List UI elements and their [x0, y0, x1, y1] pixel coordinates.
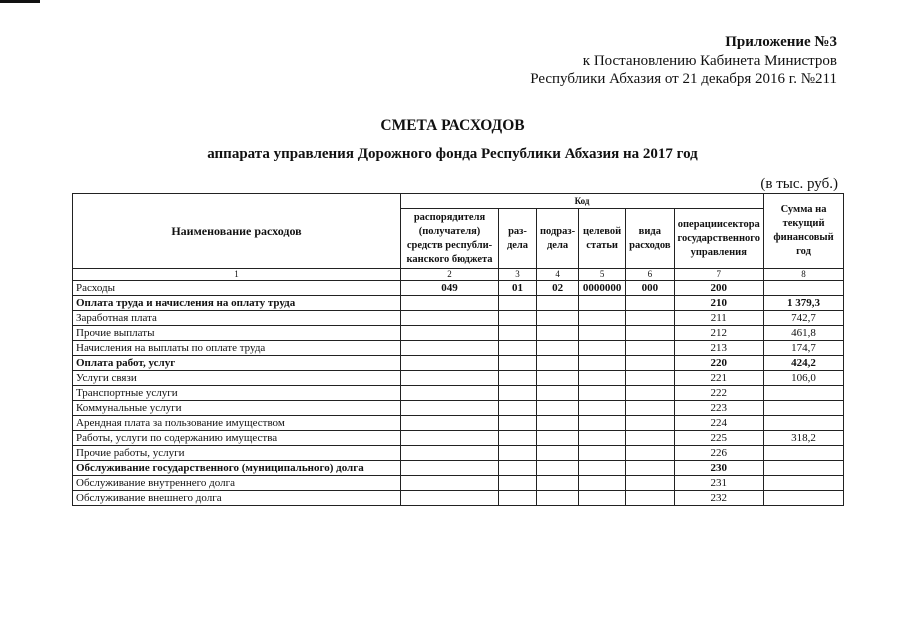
column-number: 8	[764, 269, 844, 281]
header-code-group: Код	[401, 194, 764, 209]
table-row	[73, 281, 844, 296]
budget-manager-code-cell	[401, 446, 499, 461]
section-code-cell	[499, 476, 537, 491]
header-subsection: подраз-дела	[537, 209, 579, 269]
operation-sector-code-cell: 222	[674, 386, 764, 401]
operation-sector-code-cell: 200	[674, 281, 764, 296]
operation-sector-code-cell: 220	[674, 356, 764, 371]
expense-name-cell: Арендная плата за пользование имуществом	[73, 416, 401, 431]
subsection-code-cell	[537, 296, 579, 311]
section-code-cell	[499, 461, 537, 476]
expense-type-code-cell	[626, 476, 674, 491]
expense-name-cell: Услуги связи	[73, 371, 401, 386]
expense-type-code-cell	[626, 491, 674, 506]
subsection-code-cell	[537, 326, 579, 341]
budget-manager-code-cell	[401, 356, 499, 371]
operation-sector-code-cell: 212	[674, 326, 764, 341]
target-article-code-cell	[579, 416, 626, 431]
section-code-cell	[499, 356, 537, 371]
expense-type-code-cell	[626, 356, 674, 371]
target-article-code-cell	[579, 461, 626, 476]
decree-reference-line2: Республики Абхазия от 21 декабря 2016 г. №211	[530, 71, 837, 87]
subsection-code-cell	[537, 461, 579, 476]
operation-sector-code-cell: 213	[674, 341, 764, 356]
target-article-code-cell: 0000000	[579, 281, 626, 296]
operation-sector-code-cell: 225	[674, 431, 764, 446]
expense-type-code-cell	[626, 326, 674, 341]
operation-sector-code-cell: 226	[674, 446, 764, 461]
section-code-cell	[499, 371, 537, 386]
appendix-number: Приложение №3	[725, 34, 837, 50]
sum-cell	[764, 461, 844, 476]
target-article-code-cell	[579, 311, 626, 326]
operation-sector-code-cell: 231	[674, 476, 764, 491]
expense-estimate-table	[72, 193, 844, 506]
subsection-code-cell	[537, 311, 579, 326]
scan-artifact-line	[0, 0, 40, 3]
expense-name-cell: Обслуживание внешнего долга	[73, 491, 401, 506]
section-code-cell: 01	[499, 281, 537, 296]
column-number: 5	[579, 269, 626, 281]
expense-name-cell: Работы, услуги по содержанию имущества	[73, 431, 401, 446]
target-article-code-cell	[579, 446, 626, 461]
target-article-code-cell	[579, 326, 626, 341]
section-code-cell	[499, 386, 537, 401]
sum-cell	[764, 281, 844, 296]
budget-manager-code-cell	[401, 476, 499, 491]
section-code-cell	[499, 326, 537, 341]
sum-cell: 461,8	[764, 326, 844, 341]
budget-manager-code-cell	[401, 431, 499, 446]
subsection-code-cell	[537, 386, 579, 401]
target-article-code-cell	[579, 401, 626, 416]
expense-name-cell: Обслуживание внутреннего долга	[73, 476, 401, 491]
subsection-code-cell	[537, 371, 579, 386]
sum-cell	[764, 416, 844, 431]
expense-type-code-cell: 000	[626, 281, 674, 296]
table-row	[73, 461, 844, 476]
header-sum: Сумма на текущий финансовый год	[764, 194, 844, 269]
table-row	[73, 371, 844, 386]
subsection-code-cell	[537, 431, 579, 446]
expense-type-code-cell	[626, 296, 674, 311]
target-article-code-cell	[579, 386, 626, 401]
expense-name-cell: Транспортные услуги	[73, 386, 401, 401]
sum-cell: 742,7	[764, 311, 844, 326]
expense-name-cell: Обслуживание государственного (муниципального) долга	[73, 461, 401, 476]
decree-reference-line1: к Постановлению Кабинета Министров	[582, 53, 837, 69]
operation-sector-code-cell: 221	[674, 371, 764, 386]
document-title: СМЕТА РАСХОДОВ	[380, 117, 525, 134]
units-note: (в тыс. руб.)	[760, 176, 838, 192]
table-row	[73, 491, 844, 506]
expense-type-code-cell	[626, 371, 674, 386]
header-section: раз-дела	[499, 209, 537, 269]
budget-manager-code-cell	[401, 326, 499, 341]
subsection-code-cell	[537, 401, 579, 416]
subsection-code-cell: 02	[537, 281, 579, 296]
section-code-cell	[499, 296, 537, 311]
subsection-code-cell	[537, 416, 579, 431]
expense-name-cell: Коммунальные услуги	[73, 401, 401, 416]
expense-type-code-cell	[626, 311, 674, 326]
expense-name-cell: Начисления на выплаты по оплате труда	[73, 341, 401, 356]
table-row	[73, 476, 844, 491]
column-number: 3	[499, 269, 537, 281]
target-article-code-cell	[579, 476, 626, 491]
budget-manager-code-cell: 049	[401, 281, 499, 296]
expense-type-code-cell	[626, 416, 674, 431]
subsection-code-cell	[537, 491, 579, 506]
table-row	[73, 416, 844, 431]
header-expense-name: Наименование расходов	[73, 194, 401, 269]
expense-type-code-cell	[626, 386, 674, 401]
expense-type-code-cell	[626, 461, 674, 476]
target-article-code-cell	[579, 371, 626, 386]
table-row	[73, 356, 844, 371]
section-code-cell	[499, 341, 537, 356]
subsection-code-cell	[537, 476, 579, 491]
table-row	[73, 311, 844, 326]
sum-cell: 424,2	[764, 356, 844, 371]
expense-name-cell: Заработная плата	[73, 311, 401, 326]
column-number: 4	[537, 269, 579, 281]
subsection-code-cell	[537, 341, 579, 356]
budget-manager-code-cell	[401, 296, 499, 311]
sum-cell	[764, 401, 844, 416]
operation-sector-code-cell: 230	[674, 461, 764, 476]
table-row	[73, 401, 844, 416]
section-code-cell	[499, 491, 537, 506]
operation-sector-code-cell: 232	[674, 491, 764, 506]
header-target-article: целевой статьи	[579, 209, 626, 269]
table-row	[73, 326, 844, 341]
expense-name-cell: Прочие работы, услуги	[73, 446, 401, 461]
sum-cell: 1 379,3	[764, 296, 844, 311]
sum-cell	[764, 446, 844, 461]
target-article-code-cell	[579, 491, 626, 506]
column-number: 6	[626, 269, 674, 281]
sum-cell	[764, 476, 844, 491]
header-budget-manager: распорядителя (получателя) средств республи-канского бюджета	[401, 209, 499, 269]
table-row	[73, 431, 844, 446]
table-row	[73, 341, 844, 356]
table-row	[73, 446, 844, 461]
expense-name-cell: Оплата труда и начисления на оплату труда	[73, 296, 401, 311]
table-row	[73, 296, 844, 311]
sum-cell	[764, 386, 844, 401]
expense-name-cell: Оплата работ, услуг	[73, 356, 401, 371]
expense-name-cell: Прочие выплаты	[73, 326, 401, 341]
target-article-code-cell	[579, 431, 626, 446]
subsection-code-cell	[537, 446, 579, 461]
budget-manager-code-cell	[401, 461, 499, 476]
section-code-cell	[499, 416, 537, 431]
target-article-code-cell	[579, 296, 626, 311]
budget-manager-code-cell	[401, 311, 499, 326]
section-code-cell	[499, 311, 537, 326]
sum-cell: 106,0	[764, 371, 844, 386]
sum-cell: 318,2	[764, 431, 844, 446]
section-code-cell	[499, 401, 537, 416]
budget-manager-code-cell	[401, 341, 499, 356]
operation-sector-code-cell: 223	[674, 401, 764, 416]
header-expense-type: вида расходов	[626, 209, 674, 269]
budget-manager-code-cell	[401, 491, 499, 506]
target-article-code-cell	[579, 356, 626, 371]
table-row	[73, 386, 844, 401]
target-article-code-cell	[579, 341, 626, 356]
column-number: 7	[674, 269, 764, 281]
subsection-code-cell	[537, 356, 579, 371]
document-subtitle: аппарата управления Дорожного фонда Республики Абхазия на 2017 год	[207, 146, 698, 162]
budget-manager-code-cell	[401, 386, 499, 401]
column-number: 2	[401, 269, 499, 281]
expense-type-code-cell	[626, 401, 674, 416]
operation-sector-code-cell: 210	[674, 296, 764, 311]
column-number: 1	[73, 269, 401, 281]
sum-cell	[764, 491, 844, 506]
section-code-cell	[499, 446, 537, 461]
expense-name-cell: Расходы	[73, 281, 401, 296]
expense-type-code-cell	[626, 431, 674, 446]
sum-cell: 174,7	[764, 341, 844, 356]
column-numbers-row	[73, 269, 844, 281]
expense-type-code-cell	[626, 341, 674, 356]
operation-sector-code-cell: 211	[674, 311, 764, 326]
budget-manager-code-cell	[401, 371, 499, 386]
header-operation-sector: операциисектора государственного управления	[674, 209, 764, 269]
budget-manager-code-cell	[401, 401, 499, 416]
operation-sector-code-cell: 224	[674, 416, 764, 431]
section-code-cell	[499, 431, 537, 446]
expense-type-code-cell	[626, 446, 674, 461]
budget-manager-code-cell	[401, 416, 499, 431]
